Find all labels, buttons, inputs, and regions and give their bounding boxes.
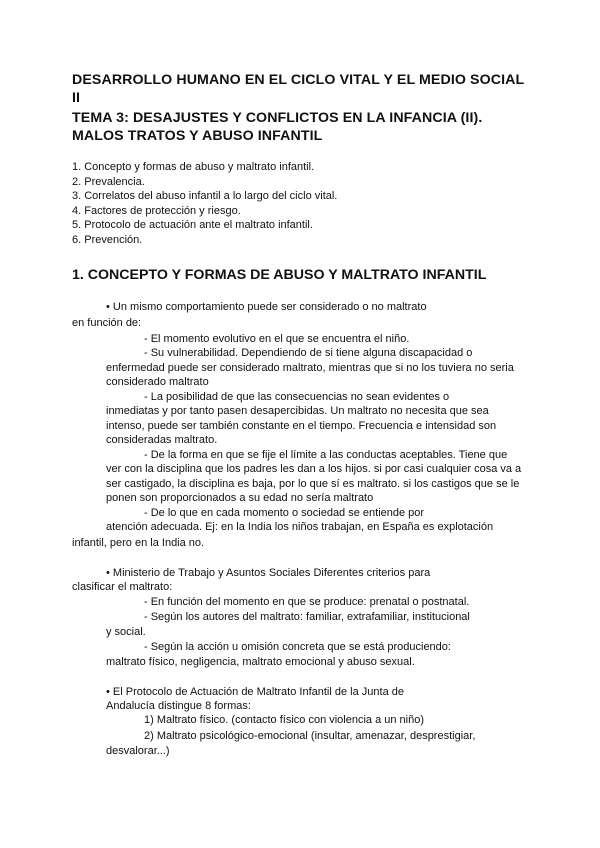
sub-item-line: - De lo que en cada momento o sociedad se entiende por — [144, 507, 425, 519]
sub-item-line: - Según la acción u omisión concreta que se está produciendo: — [144, 641, 451, 653]
document-title-line-1: DESARROLLO HUMANO EN EL CICLO VITAL Y EL MEDIO SOCIAL — [72, 72, 525, 88]
bullet-paragraph-line: • Ministerio de Trabajo y Asuntos Sociales Diferentes criterios para — [106, 567, 431, 579]
sub-item-line: - De la forma en que se fije el límite a las conductas aceptables. Tiene que — [144, 449, 508, 461]
bullet-paragraph-line: • El Protocolo de Actuación de Maltrato Infantil de la Junta de — [106, 686, 404, 698]
paragraph-line: desvalorar...) — [106, 745, 170, 757]
sub-item-line: - En función del momento en que se produce: prenatal o postnatal. — [144, 596, 470, 608]
toc-item: 2. Prevalencia. — [72, 175, 145, 188]
document-title-line-3: TEMA 3: DESAJUSTES Y CONFLICTOS EN LA INFANCIA (II). — [72, 110, 483, 126]
paragraph-line: maltrato físico, negligencia, maltrato emocional y abuso sexual. — [106, 656, 415, 668]
table-of-contents — [72, 160, 337, 248]
paragraph-line: inmediatas y por tanto pasen desapercibidas. Un maltrato no necesita que sea — [106, 405, 489, 417]
paragraph-line: enfermedad puede ser considerado maltrato, mientras que si no los tuviera no seria — [106, 362, 514, 374]
document-title-line-2: II — [72, 90, 81, 106]
bullet-paragraph-line: • Un mismo comportamiento puede ser considerado o no maltrato — [106, 301, 427, 313]
toc-item: 4. Factores de protección y riesgo. — [72, 204, 241, 217]
document-title-line-4: MALOS TRATOS Y ABUSO INFANTIL — [72, 128, 323, 144]
toc-item: 6. Prevención. — [72, 233, 143, 246]
sub-item-line: - El momento evolutivo en el que se encuentra el niño. — [144, 333, 410, 345]
paragraph-line: ponen son proporcionados a su edad no sería maltrato — [106, 492, 374, 504]
toc-item: 3. Correlatos del abuso infantil a lo largo del ciclo vital. — [72, 190, 338, 203]
paragraph-line: atención adecuada. Ej: en la India los niños trabajan, en España es explotación — [106, 521, 494, 533]
list-item-line: 1) Maltrato físico. (contacto físico con violencia a un niño) — [144, 714, 425, 726]
paragraph-line: infantil, pero en la India no. — [72, 537, 205, 549]
toc-item: 1. Concepto y formas de abuso y maltrato infantil. — [72, 161, 315, 173]
paragraph-line: en función de: — [72, 317, 142, 329]
list-item-line: 2) Maltrato psicológico-emocional (insultar, amenazar, desprestigiar, — [144, 730, 476, 742]
paragraph-line: considerado maltrato — [106, 376, 209, 388]
toc-item: 5. Protocolo de actuación ante el maltrato infantil. — [72, 219, 313, 232]
sub-item-line: - Su vulnerabilidad. Dependiendo de si tiene alguna discapacidad o — [144, 347, 473, 359]
paragraph-line: ser castigado, la disciplina es baja, por lo que sí es maltrato. si los castigos que se le — [106, 478, 520, 490]
paragraph-line: consideradas maltrato. — [106, 434, 218, 446]
section-heading: 1. CONCEPTO Y FORMAS DE ABUSO Y MALTRATO INFANTIL — [72, 267, 487, 283]
paragraph-line: ver con la disciplina que los padres les dan a los hijos. si por casi cualquier cosa va a — [106, 463, 522, 475]
paragraph-line: clasificar el maltrato: — [72, 581, 173, 593]
sub-item-line: - Según los autores del maltrato: familiar, extrafamiliar, institucional — [144, 611, 470, 623]
paragraph-line: Andalucía distingue 8 formas: — [106, 700, 251, 712]
paragraph-line: y social. — [106, 626, 146, 638]
paragraph-line: intenso, puede ser también constante en el tiempo. Frecuencia e intensidad son — [106, 420, 497, 432]
sub-item-line: - La posibilidad de que las consecuencias no sean evidentes o — [144, 391, 450, 403]
